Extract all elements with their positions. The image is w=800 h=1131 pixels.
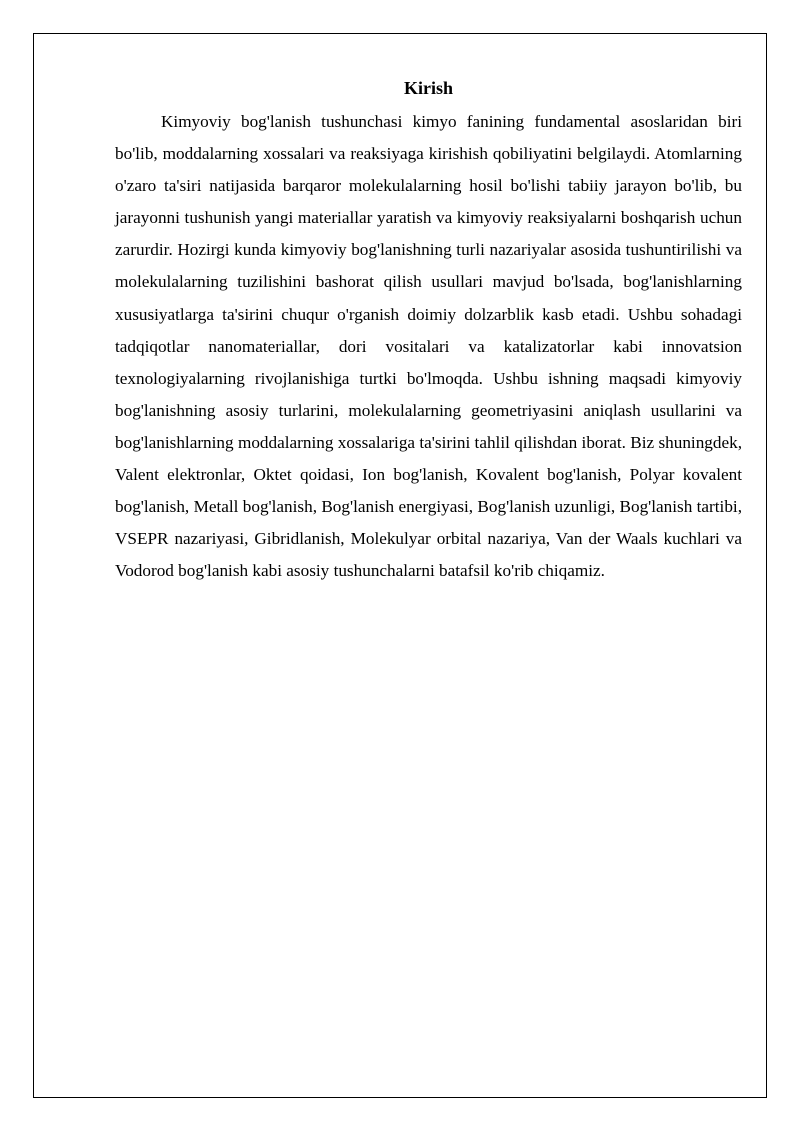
document-content — [115, 76, 742, 587]
introduction-paragraph: Kimyoviy bog'lanish tushunchasi kimyo fanining fundamental asoslaridan biri bo'lib, moddalarning xossalari va reaksiyaga kirishish qobiliyatini belgilaydi. Atomlarning o'zaro ta'siri natijasida barqaror molekulalarning hosil bo'lishi tabiiy jarayon bo'lib, bu jarayonni tushunish yangi materiallar yaratish va kimyoviy reaksiyalarni boshqarish uchun zarurdir. Hozirgi kunda kimyoviy bog'lanishning turli nazariyalar asosida tushuntirilishi va molekulalarning tuzilishini bashorat qilish usullari mavjud bo'lsada, bog'lanishlarning xususiyatlarga ta'sirini chuqur o'rganish doimiy dolzarblik kasb etadi. Ushbu sohadagi tadqiqotlar nanomateriallar, dori vositalari va katalizatorlar kabi innovatsion texnologiyalarning rivojlanishiga turtki bo'lmoqda. Ushbu ishning maqsadi kimyoviy bog'lanishning asosiy turlarini, molekulalarning geometriyasini aniqlash usullarini va bog'lanishlarning moddalarning xossalariga ta'sirini tahlil qilishdan iborat. Biz shuningdek, Valent elektronlar, Oktet qoidasi, Ion bog'lanish, Kovalent bog'lanish, Polyar kovalent bog'lanish, Metall bog'lanish, Bog'lanish energiyasi, Bog'lanish uzunligi, Bog'lanish tartibi, VSEPR nazariyasi, Gibridlanish, Molekulyar orbital nazariya, Van der Waals kuchlari va Vodorod bog'lanish kabi asosiy tushunchalarni batafsil ko'rib chiqamiz. — [115, 112, 742, 581]
section-title: Kirish — [403, 78, 453, 98]
